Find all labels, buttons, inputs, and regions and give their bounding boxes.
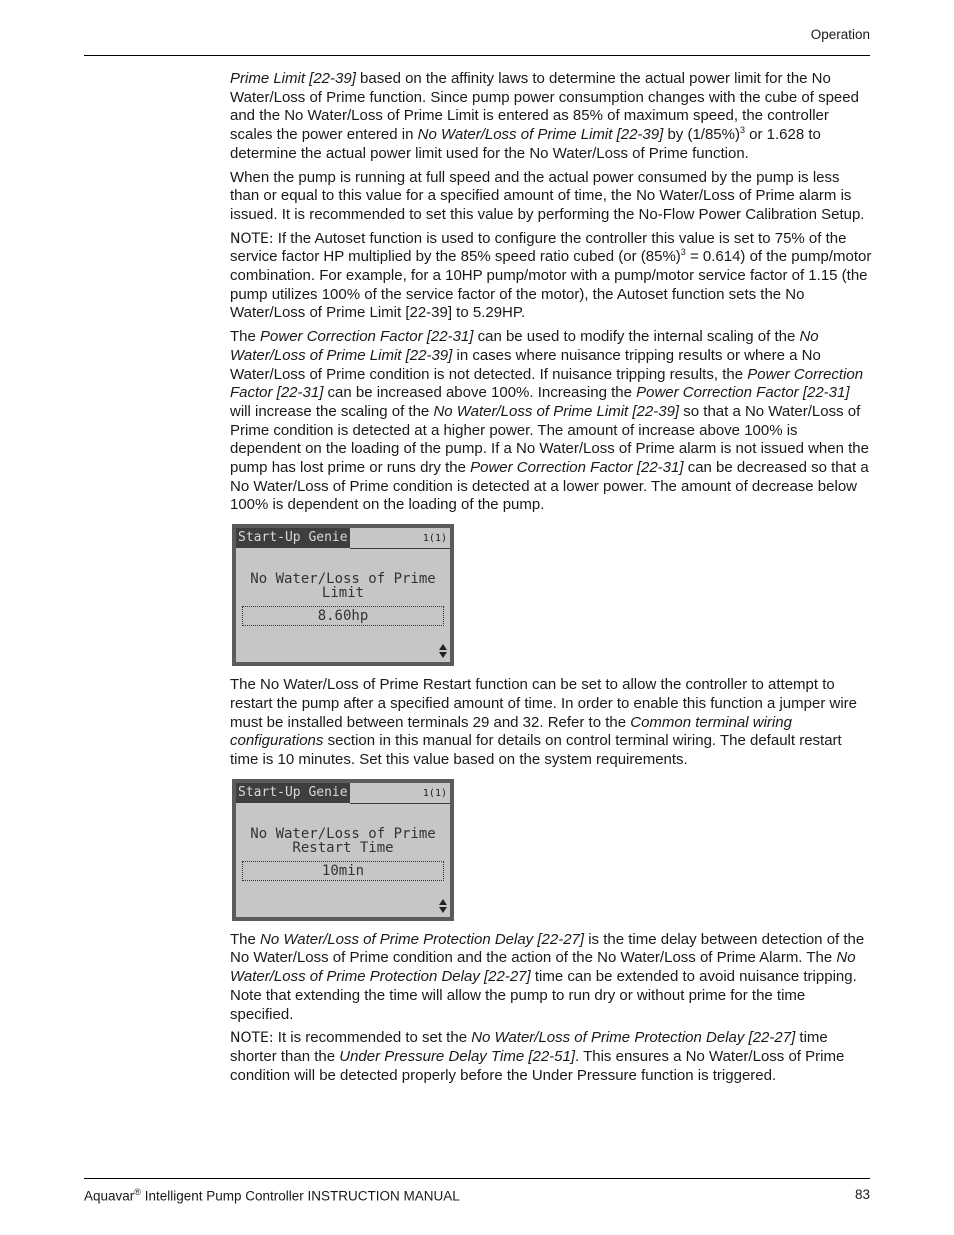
lcd-value: 10min	[242, 861, 444, 881]
lcd-screenshot-limit	[232, 524, 454, 666]
paragraph-alarm: When the pump is running at full speed and the actual power consumed by the pump is less than or equal to this value for a specified amount of time, the No Water/Loss of Prime alarm is issued. It is recommended to set this value by performing the No-Flow Power Calibration Setup.	[230, 168, 865, 223]
page-number: 83	[854, 1187, 870, 1202]
note-autoset: NOTE: If the Autoset function is used to configure the controller this value is set to 75% of the service factor HP multiplied by the 85% speed ratio cubed (or $(85\%)^3 = 0.614$) of the pump/motor combination. For example, for a 10HP pump/motor with a pump/motor service factor of 1.15 (the pump utilizes 100% of the service factor of the motor), the Autoset function sets the No Water/Loss of Prime Limit [22-39] to 5.29HP.	[230, 229, 872, 322]
lcd-menu-indicator: 1(1)	[422, 533, 447, 545]
note-label: NOTE:	[230, 1030, 274, 1047]
lcd-parameter-label: No Water/Loss of Prime Restart Time	[250, 825, 436, 856]
lcd-title: Start-Up Genie	[236, 783, 350, 803]
lcd-menu-indicator: 1(1)	[422, 787, 447, 799]
paragraph-power-correction: The Power Correction Factor [22-31] can be used to modify the internal scaling of the No Water/Loss of Prime Limit [22-39] in cases where nuisance tripping results or where a No Water/Loss of Prime condition is not detected. If nuisance tripping results, the Power Correction Factor [22-31] can be increased above 100%. Increasing the Power Correction Factor [22-31] will increase the scaling of the No Water/Loss of Prime Limit [22-39] so that a No Water/Loss of Prime condition is detected at a higher power. The amount of increase above 100% is dependent on the loading of the pump. If a No Water/Loss of Prime alarm is not issued when the pump has lost prime or runs dry the Power Correction Factor [22-31] can be decreased so that a No Water/Loss of Prime condition is detected at a lower power. The amount of decrease below 100% is dependent on the loading of the pump.	[230, 328, 869, 514]
paragraph-protection-delay: The No Water/Loss of Prime Protection Delay [22-27] is the time delay between detection of the No Water/Loss of Prime condition and the action of the No Water/Loss of Prime Alarm. The No Water/Loss of Prime Protection Delay [22-27] time can be extended to avoid nuisance tripping. Note that extending the time will allow the pump to run dry or without prime for the time specified.	[230, 930, 865, 1023]
note-delay: NOTE: It is recommended to set the No Water/Loss of Prime Protection Delay [22-27] time shorter than the Under Pressure Delay Time [22-51]. This ensures a No Water/Loss of Prime condition will be detected properly before the Under Pressure function is triggered.	[230, 1029, 845, 1084]
lcd-value: 8.60hp	[242, 606, 444, 626]
up-down-arrows-icon	[438, 898, 448, 914]
running-header: Operation	[810, 27, 870, 42]
up-down-arrows-icon	[438, 643, 448, 659]
paragraph-restart: The No Water/Loss of Prime Restart function can be set to allow the controller to attempt to restart the pump after a specified amount of time. In order to enable this function a jumper wire must be installed between terminals 29 and 32. Refer to the Common terminal wiring configurations section in this manual for details on control terminal wiring. The default restart time is 10 minutes. Set this value based on the system requirements.	[230, 676, 857, 768]
note-label: NOTE:	[230, 230, 274, 247]
lcd-parameter-label: No Water/Loss of Prime Limit	[250, 571, 436, 602]
footer-manual-title: Aquavar® Intelligent Pump Controller INSTRUCTION MANUAL	[84, 1187, 460, 1204]
header-rule	[84, 55, 870, 56]
paragraph-power-limit: Prime Limit [22-39] based on the affinity laws to determine the actual power limit for the No Water/Loss of Prime function. Since pump power consumption changes with the cube of speed and the No Water/Loss of Prime Limit is entered as 85% of maximum speed, the controller scales the power entered in No Water/Loss of Prime Limit [22-39] by $(1/85\%)^3$ or 1.628 to determine the actual power limit used for the No Water/Loss of Prime function.	[230, 70, 859, 162]
footer-rule	[84, 1178, 870, 1179]
lcd-screenshot-restart	[232, 779, 454, 921]
lcd-title: Start-Up Genie	[236, 528, 350, 548]
page-body	[230, 70, 872, 1090]
